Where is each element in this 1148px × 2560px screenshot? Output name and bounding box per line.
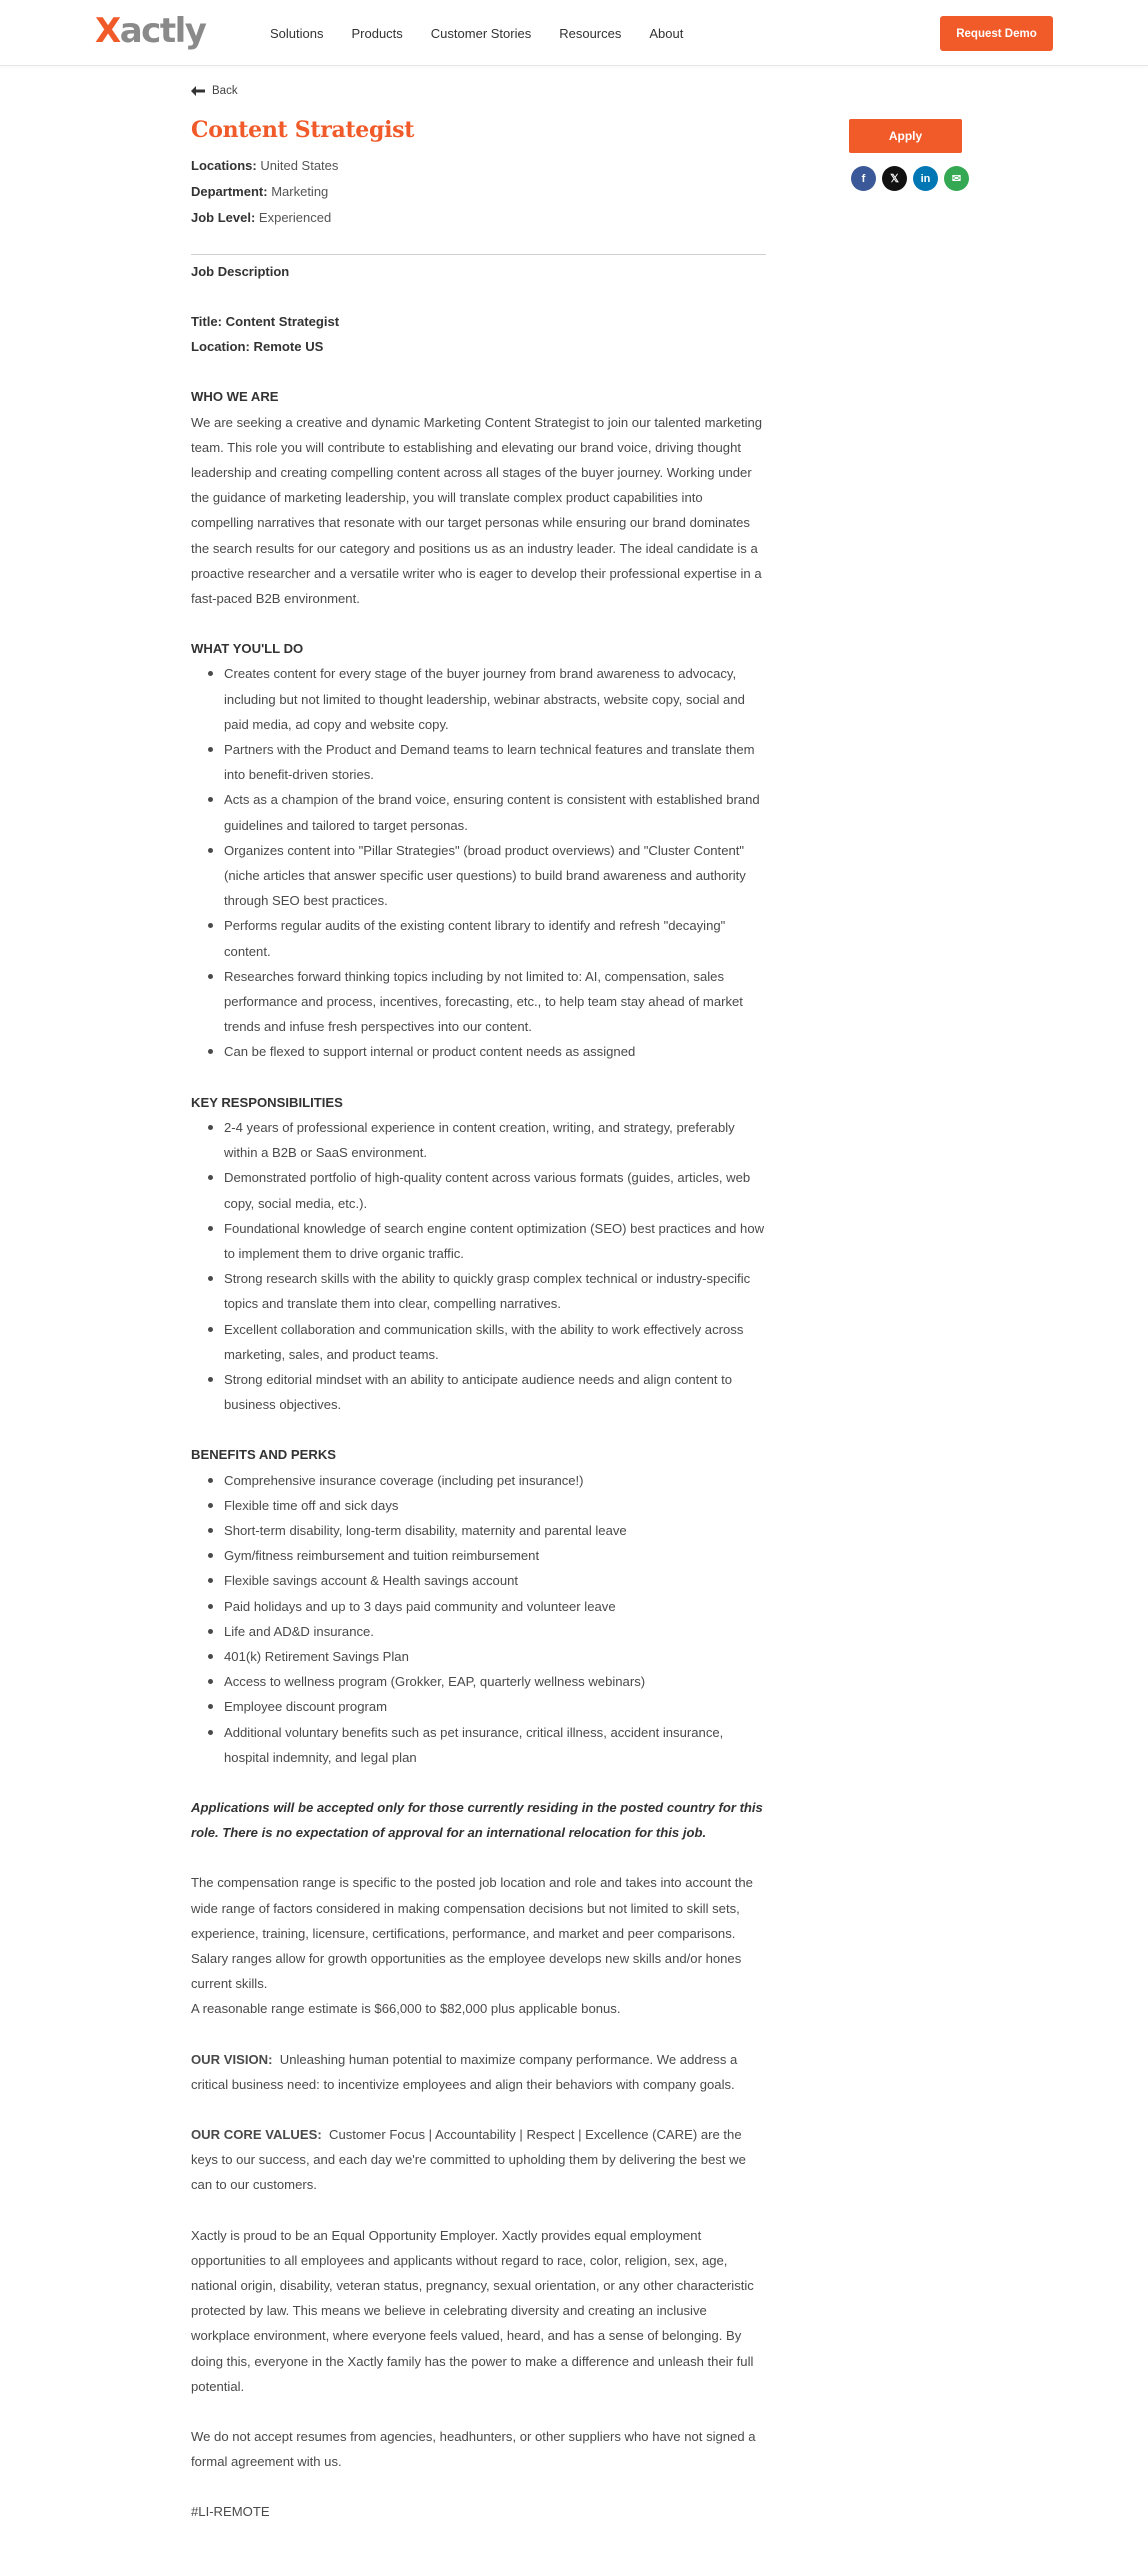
vision-text: Unleashing human potential to maximize company performance. We address a critical business need: to incentivize employees and align their behaviors with company goals. <box>191 2051 738 2092</box>
who-we-are-heading: WHO WE ARE <box>191 389 279 405</box>
meta-label: Department: <box>191 184 268 199</box>
list-item: Gym/fitness reimbursement and tuition reimbursement <box>191 1543 766 1568</box>
applications-note: Applications will be accepted only for those currently residing in the posted country for this role. There is no expectation of approval for an international relocation for this job. <box>191 1799 763 1841</box>
list-item: Employee discount program <box>191 1694 766 1719</box>
list-item: Demonstrated portfolio of high-quality content across various formats (guides, articles, web copy, social media, etc.). <box>191 1165 766 1215</box>
meta-locations <box>191 153 766 179</box>
nav-about[interactable]: About <box>649 25 684 41</box>
list-item: Strong research skills with the ability to quickly grasp complex technical or industry-specific topics and translate them into clear, compelling narratives. <box>191 1266 766 1316</box>
list-item: Additional voluntary benefits such as pet insurance, critical illness, accident insurance, hospital indemnity, and legal plan <box>191 1720 766 1770</box>
list-item: Organizes content into "Pillar Strategies" (broad product overviews) and "Cluster Content" (niche articles that answer specific user questions) to build brand awareness and authority through SEO best practices. <box>191 838 766 914</box>
list-item: Access to wellness program (Grokker, EAP, quarterly wellness webinars) <box>191 1669 766 1694</box>
key-responsibilities-heading: KEY RESPONSIBILITIES <box>191 1094 343 1110</box>
eeo-text: Xactly is proud to be an Equal Opportunity Employer. Xactly provides equal employment opportunities to all employees and applicants without regard to race, color, religion, sex, age, national origin, disability, veteran status, pregnancy, sexual orientation, or any other characteristic protected by law. This means we believe in celebrating diversity and creating an inclusive workplace environment, where everyone feels valued, heard, and has a sense of belonging. By doing this, everyone in the Xactly family has the power to make a difference and unleash their full potential. <box>191 2227 754 2394</box>
salary-range-text: A reasonable range estimate is $66,000 to $82,000 plus applicable bonus. <box>191 2001 621 2017</box>
list-item: 2-4 years of professional experience in content creation, writing, and strategy, preferably within a B2B or SaaS environment. <box>191 1115 766 1165</box>
nav-resources[interactable]: Resources <box>559 25 622 41</box>
list-item: Researches forward thinking topics including by not limited to: AI, compensation, sales performance and process, incentives, forecasting, etc., to help team stay ahead of market trends and infuse fresh perspectives into our content. <box>191 964 766 1040</box>
title-line: Title: Content Strategist <box>191 314 340 329</box>
request-demo-button[interactable]: Request Demo <box>940 16 1053 51</box>
what-you-do-heading: WHAT YOU'LL DO <box>191 641 304 657</box>
xactly-logo[interactable] <box>95 10 205 52</box>
facebook-icon[interactable]: f <box>851 166 876 191</box>
main-nav <box>270 0 711 66</box>
divider <box>191 254 766 255</box>
logo-text: Xactly <box>95 11 206 51</box>
job-meta <box>191 153 766 231</box>
linkedin-icon[interactable]: in <box>913 166 938 191</box>
meta-job-level <box>191 205 766 231</box>
list-item: Acts as a champion of the brand voice, ensuring content is consistent with established brand guidelines and tailored to target personas. <box>191 787 766 837</box>
hashtag: #LI-REMOTE <box>191 2504 270 2520</box>
meta-department <box>191 179 766 205</box>
vision-label: OUR VISION: <box>191 2051 273 2067</box>
list-item: Can be flexed to support internal or product content needs as assigned <box>191 1039 766 1064</box>
list-item: Life and AD&D insurance. <box>191 1619 766 1644</box>
x-icon[interactable]: 𝕏 <box>882 166 907 191</box>
key-responsibilities-list <box>191 1115 766 1417</box>
who-we-are-text: We are seeking a creative and dynamic Marketing Content Strategist to join our talented marketing team. This role you will contribute to establishing and elevating our brand voice, driving thought leadership and creating compelling content across all stages of the buyer journey. Working under the guidance of marketing leadership, you will translate complex product capabilities into compelling narratives that resonate with our target personas while ensuring our brand dominates the search results for our category and positions us as an industry leader. The ideal candidate is a proactive researcher and a versatile writer who is eager to develop their professional expertise in a fast-paced B2B environment. <box>191 414 763 607</box>
site-header <box>0 0 1148 66</box>
list-item: Strong editorial mindset with an ability to anticipate audience needs and align content to business objectives. <box>191 1367 766 1417</box>
list-item: Creates content for every stage of the buyer journey from brand awareness to advocacy, including but not limited to thought leadership, webinar abstracts, website copy, social and paid media, ad copy and website copy. <box>191 661 766 737</box>
meta-value: United States <box>260 158 339 173</box>
back-link[interactable] <box>191 80 766 102</box>
values-text: Customer Focus | Accountability | Respect | Excellence (CARE) are the keys to our success, and each day we're committed to upholding them by delivering the best we can to our customers. <box>191 2127 746 2193</box>
agency-text: We do not accept resumes from agencies, headhunters, or other suppliers who have not signed a formal agreement with us. <box>191 2429 756 2470</box>
meta-value: Marketing <box>271 184 329 199</box>
location-line: Location: Remote US <box>191 339 324 355</box>
list-item: Short-term disability, long-term disability, maternity and parental leave <box>191 1518 766 1543</box>
back-label: Back <box>212 85 238 97</box>
arrow-left-icon <box>191 86 205 96</box>
share-icons <box>851 166 969 191</box>
nav-solutions[interactable]: Solutions <box>270 25 324 41</box>
list-item: Partners with the Product and Demand teams to learn technical features and translate them into benefit-driven stories. <box>191 737 766 787</box>
meta-label: Job Level: <box>191 210 256 225</box>
job-title: Content Strategist <box>191 117 415 143</box>
apply-button[interactable]: Apply <box>849 119 962 153</box>
list-item: Flexible savings account & Health savings account <box>191 1568 766 1593</box>
vision-paragraph <box>191 2047 766 2097</box>
what-you-do-list <box>191 661 766 1064</box>
description-heading: Job Description <box>191 264 290 279</box>
list-item: Excellent collaboration and communication skills, with the ability to work effectively across marketing, sales, and product teams. <box>191 1317 766 1367</box>
values-label: OUR CORE VALUES: <box>191 2127 322 2142</box>
compensation-text: The compensation range is specific to the posted job location and role and takes into account the wide range of factors considered in making compensation decisions but not limited to skill sets, experience, training, licensure, certifications, performance, and market and peer comparisons. Salary ranges allow for growth opportunities as the employee develops new skills and/or hones current skills. <box>191 1875 753 1992</box>
list-item: Flexible time off and sick days <box>191 1493 766 1518</box>
list-item: 401(k) Retirement Savings Plan <box>191 1644 766 1669</box>
list-item: Performs regular audits of the existing content library to identify and refresh "decaying" content. <box>191 913 766 963</box>
meta-value: Experienced <box>258 210 332 225</box>
list-item: Paid holidays and up to 3 days paid community and volunteer leave <box>191 1594 766 1619</box>
core-values-paragraph <box>191 2122 766 2198</box>
list-item: Foundational knowledge of search engine content optimization (SEO) best practices and how to implement them to drive organic traffic. <box>191 1216 766 1266</box>
benefits-heading: BENEFITS AND PERKS <box>191 1447 337 1463</box>
job-description <box>191 259 766 2525</box>
nav-customer-stories[interactable]: Customer Stories <box>430 25 532 41</box>
job-posting <box>191 80 766 2525</box>
list-item: Comprehensive insurance coverage (including pet insurance!) <box>191 1468 766 1493</box>
benefits-list <box>191 1468 766 1770</box>
nav-products[interactable]: Products <box>351 25 403 41</box>
email-icon[interactable]: ✉ <box>944 166 969 191</box>
meta-label: Locations: <box>191 158 257 173</box>
